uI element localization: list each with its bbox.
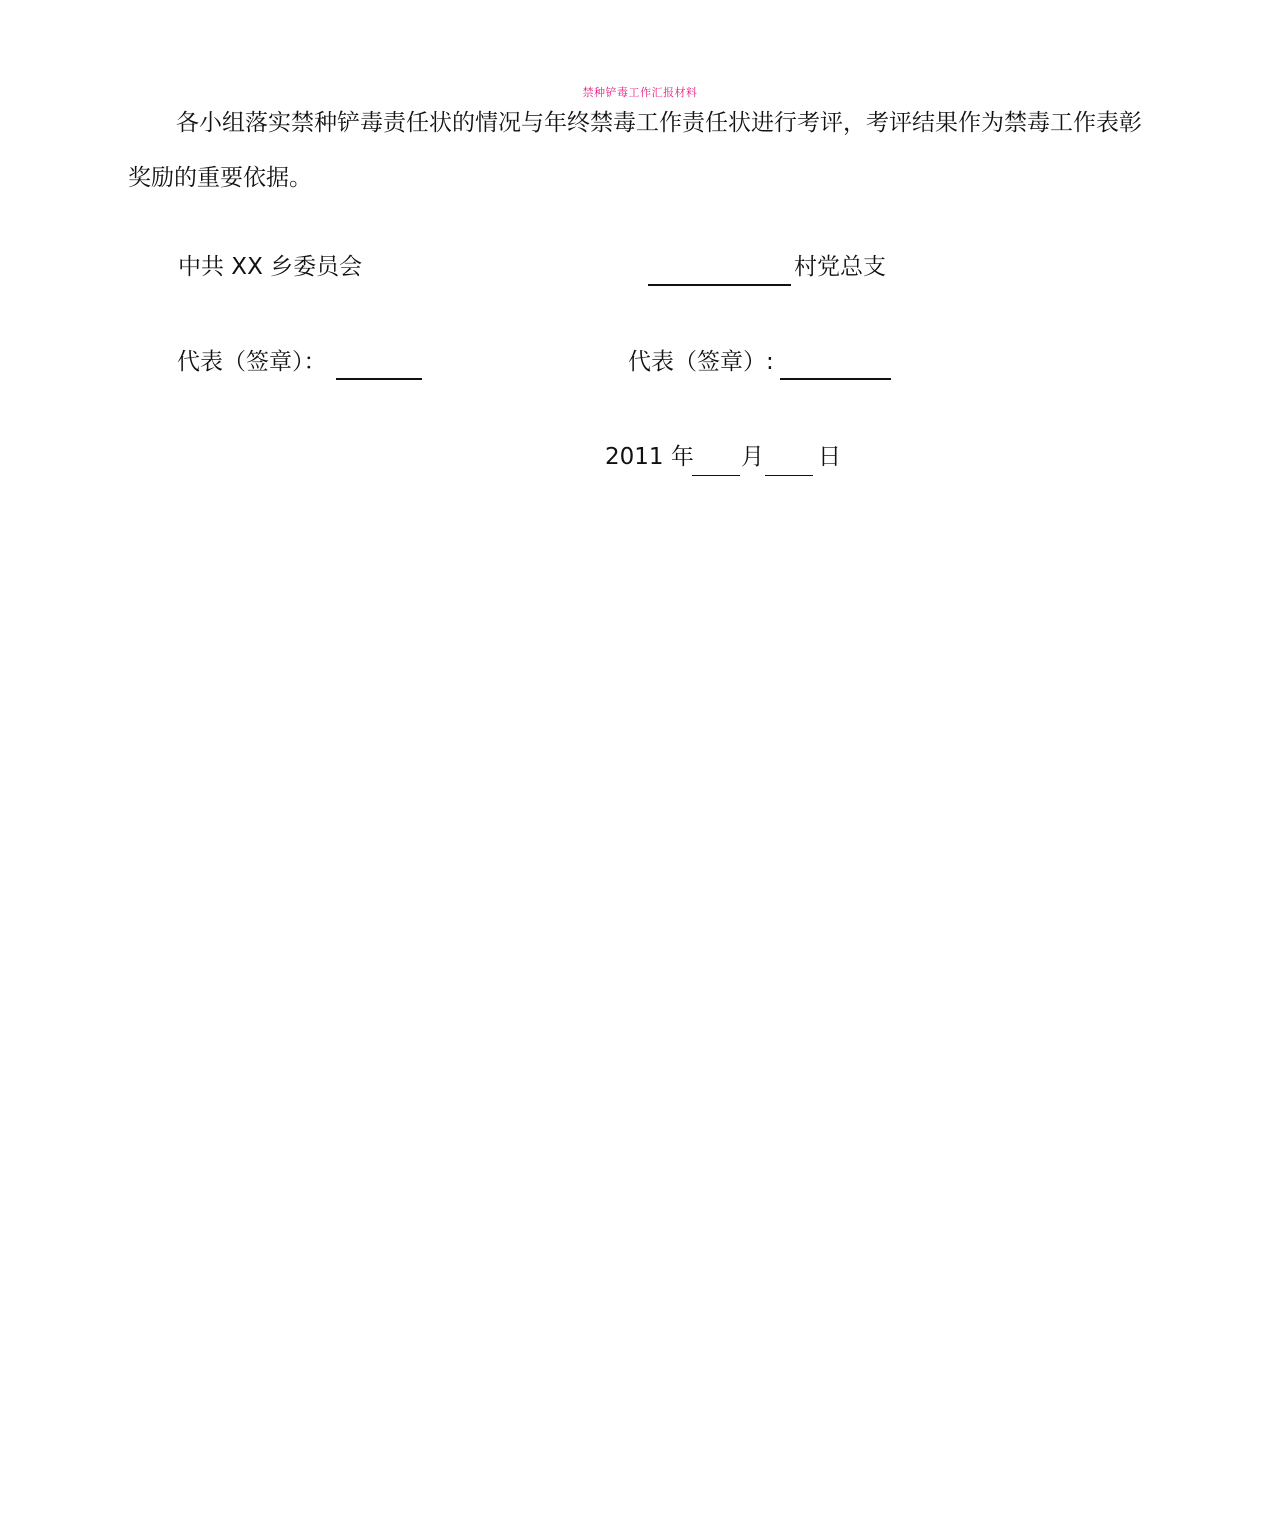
- header-title: 禁种铲毒工作汇报材料: [582, 86, 698, 99]
- right-signature-blank: [780, 378, 891, 380]
- right-representative-label: 代表（签章）:: [628, 349, 774, 375]
- body-paragraph: 各小组落实禁种铲毒责任状的情况与年终禁毒工作责任状进行考评，考评结果作为禁毒工作表彰奖励的重要依据。: [128, 110, 1142, 191]
- day-blank: [765, 475, 813, 476]
- village-name-blank: [648, 284, 791, 286]
- date-month: 月: [741, 444, 764, 470]
- month-blank: [692, 475, 740, 476]
- date-year: 2011 年: [605, 444, 694, 470]
- date-day: 日: [818, 444, 841, 470]
- left-signature-blank: [336, 378, 422, 380]
- left-organization: 中共 XX 乡委员会: [178, 254, 363, 280]
- right-organization-suffix: 村党总支: [794, 254, 886, 280]
- left-representative-label: 代表（签章）：: [177, 349, 327, 375]
